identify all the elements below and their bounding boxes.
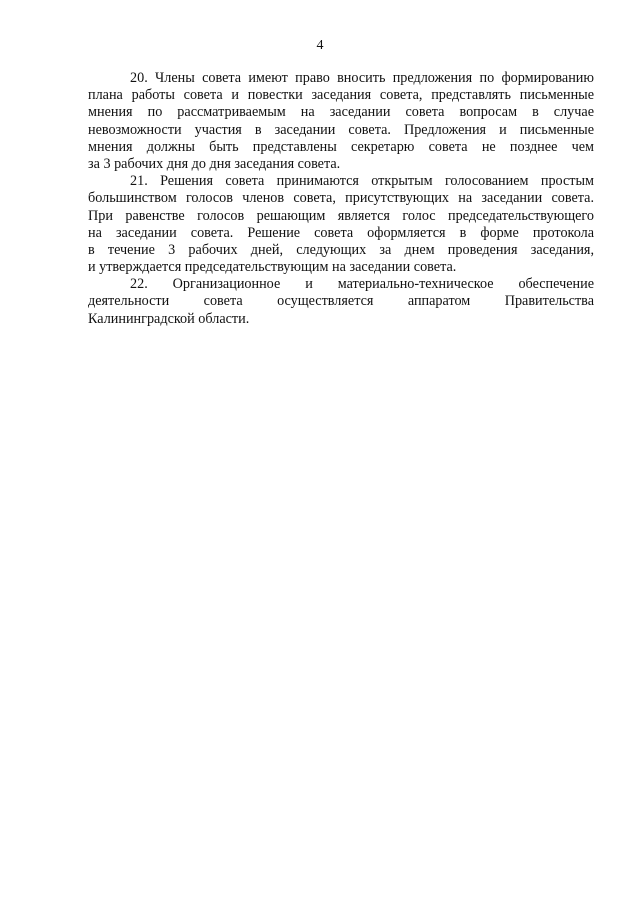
paragraph-22-line-2: деятельности совета осуществляется аппаратом Правительства [88, 293, 594, 310]
paragraph-21-line-4: на заседании совета. Решение совета оформляется в форме протокола [88, 224, 594, 241]
page-number: 4 [316, 38, 324, 53]
paragraph-22-line-3: Калининградской области. [88, 310, 250, 327]
paragraph-21-line-6: и утверждается председательствующим на заседании совета. [88, 259, 457, 276]
document-body [88, 70, 594, 328]
paragraph-21-line-5: в течение 3 рабочих дней, следующих за днем проведения заседания, [88, 241, 594, 258]
paragraph-21-line-1: 21. Решения совета принимаются открытым голосованием простым [130, 173, 594, 190]
paragraph-20-line-1: 20. Члены совета имеют право вносить предложения по формированию [130, 70, 594, 86]
paragraph-20-line-4: невозможности участия в заседании совета. Предложения и письменные [88, 121, 594, 138]
paragraph-20-line-5: мнения должны быть представлены секретарю совета не позднее чем [88, 138, 594, 155]
paragraph-20-line-6: за 3 рабочих дня до дня заседания совета. [88, 155, 341, 172]
paragraph-20-line-2: плана работы совета и повестки заседания совета, представлять письменные [88, 87, 594, 104]
paragraph-20-line-3: мнения по рассматриваемым на заседании совета вопросам в случае [88, 104, 594, 121]
paragraph-21-line-3: При равенстве голосов решающим является голос председательствующего [88, 207, 594, 224]
paragraph-21 [88, 173, 594, 276]
paragraph-22 [88, 276, 594, 328]
paragraph-21-line-2: большинством голосов членов совета, присутствующих на заседании совета. [88, 190, 594, 207]
paragraph-20 [88, 70, 594, 173]
paragraph-22-line-1: 22. Организационное и материально-техническое обеспечение [130, 276, 594, 293]
